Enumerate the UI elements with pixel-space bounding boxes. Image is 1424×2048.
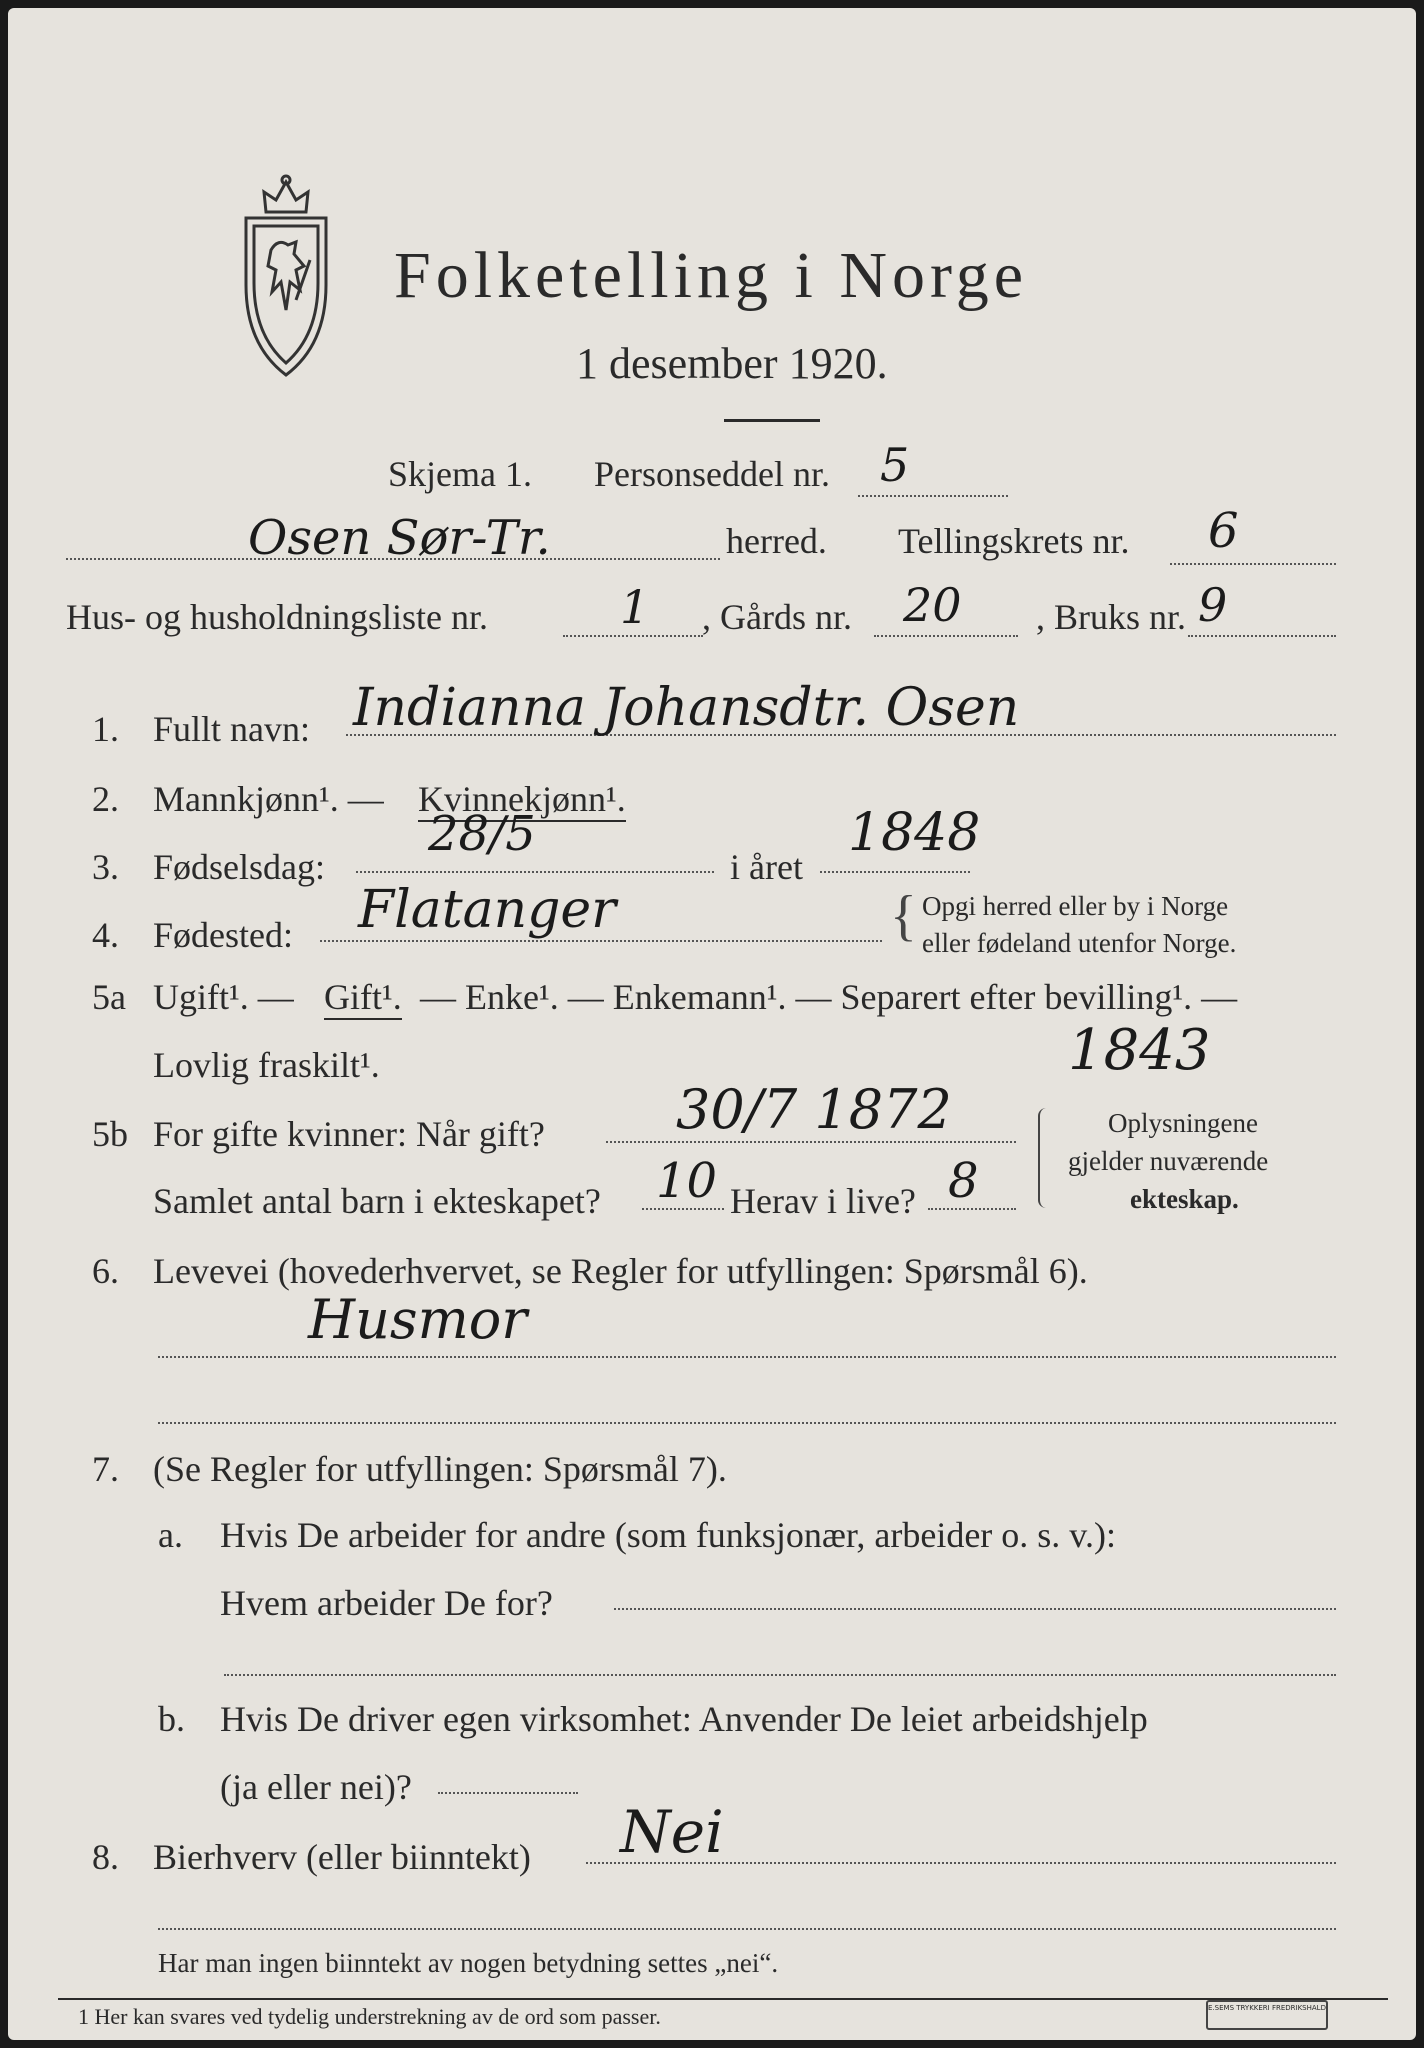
q7-label: (Se Regler for utfyllingen: Spørsmål 7).: [153, 1449, 727, 1489]
q4-note-2: eller fødeland utenfor Norge.: [922, 928, 1237, 958]
q8-number: 8.: [92, 1837, 119, 1877]
bruks-field[interactable]: [1188, 635, 1336, 637]
employer-field-2[interactable]: [224, 1674, 1336, 1676]
q4-brace: {: [890, 885, 917, 947]
birthyear-field[interactable]: [820, 871, 970, 873]
hus-field[interactable]: [563, 635, 703, 637]
q7a-question: Hvem arbeider De for?: [220, 1583, 553, 1623]
q1-label: Fullt navn:: [153, 709, 311, 749]
divider: [724, 419, 820, 422]
q7b-text: Hvis De driver egen virksomhet: Anvender De leiet arbeidshjelp: [220, 1699, 1148, 1739]
form-title: Folketelling i Norge: [394, 239, 1029, 312]
q5b-label-alive: Herav i live?: [730, 1181, 916, 1221]
occupation-value: Husmor: [308, 1288, 528, 1351]
herred-label: herred.: [726, 521, 827, 561]
children-alive-value: 8: [948, 1153, 979, 1209]
side-income-field-2[interactable]: [158, 1928, 1336, 1930]
q5a-other-options[interactable]: — Enke¹. — Enkemann¹. — Separert efter bevilling¹. —: [420, 977, 1238, 1017]
q7b-letter: b.: [158, 1699, 185, 1739]
q5a-number: 5a: [92, 977, 126, 1017]
q7a-letter: a.: [158, 1515, 183, 1555]
q7b-question: (ja eller nei)?: [220, 1767, 412, 1807]
birthday-value: 28/5: [428, 806, 536, 862]
tellingskrets-value: 6: [1208, 503, 1239, 559]
hus-value: 1: [620, 580, 650, 634]
occupation-field-2[interactable]: [158, 1422, 1336, 1424]
personseddel-label: Personseddel nr.: [594, 454, 830, 494]
birthday-field[interactable]: [356, 871, 714, 873]
form-date: 1 desember 1920.: [576, 339, 888, 388]
q5a-divorced[interactable]: Lovlig fraskilt¹.: [153, 1045, 380, 1085]
footer-divider: [58, 1998, 1388, 2000]
bruks-label: , Bruks nr.: [1036, 597, 1187, 637]
margin-note: 1843: [1068, 1018, 1211, 1083]
q7a-text: Hvis De arbeider for andre (som funksjonær, arbeider o. s. v.):: [220, 1515, 1116, 1555]
gards-field[interactable]: [874, 635, 1018, 637]
q3-year-label: i året: [730, 847, 803, 887]
printer-stamp: E.SEMS TRYKKERI FREDRIKSHALD: [1206, 2000, 1328, 2030]
q5b-note-2: gjelder nuværende: [1068, 1146, 1269, 1176]
q6-number: 6.: [92, 1251, 119, 1291]
q8-label: Bierhverv (eller biinntekt): [153, 1837, 531, 1877]
q2-male[interactable]: Mannkjønn¹. —: [153, 779, 384, 819]
q5b-label-married: For gifte kvinner: Når gift?: [153, 1114, 545, 1154]
q2-number: 2.: [92, 779, 119, 819]
birthplace-field[interactable]: [320, 940, 882, 942]
footer-note: Har man ingen biinntekt av nogen betydning settes „nei“.: [158, 1948, 779, 1978]
q4-note-1: Opgi herred eller by i Norge: [922, 891, 1229, 921]
footnote: 1 Her kan svares ved tydelig understrekning av de ord som passer.: [78, 2004, 661, 2029]
tellingskrets-field[interactable]: [1170, 563, 1336, 565]
q5a-unmarried[interactable]: Ugift¹. —: [153, 977, 294, 1017]
side-income-value: Nei: [620, 1798, 724, 1866]
q5b-bracket: [1038, 1108, 1050, 1208]
coat-of-arms-icon: [226, 170, 346, 385]
q1-number: 1.: [92, 709, 119, 749]
employer-field[interactable]: [614, 1608, 1336, 1610]
q2-female[interactable]: Kvinnekjønn¹.: [418, 778, 626, 822]
herred-value: Osen Sør-Tr.: [248, 510, 551, 566]
q5b-number: 5b: [92, 1114, 128, 1154]
q5b-note-3: ekteskap.: [1130, 1184, 1239, 1214]
q3-label: Fødselsdag:: [153, 847, 326, 887]
skjema-label: Skjema 1.: [388, 454, 532, 494]
q3-number: 3.: [92, 847, 119, 887]
hus-label: Hus- og husholdningsliste nr.: [66, 597, 489, 637]
q5a-married[interactable]: Gift¹.: [324, 976, 402, 1020]
bruks-value: 9: [1198, 578, 1228, 632]
birthplace-value: Flatanger: [358, 880, 617, 940]
q7-number: 7.: [92, 1449, 119, 1489]
q4-number: 4.: [92, 915, 119, 955]
marriage-date-value: 30/7 1872: [676, 1078, 952, 1141]
marriage-date-field[interactable]: [606, 1141, 1016, 1143]
census-form: [8, 8, 1416, 2040]
gards-label: , Gårds nr.: [702, 597, 852, 637]
q5b-note-1: Oplysningene: [1108, 1108, 1258, 1138]
q5b-label-children: Samlet antal barn i ekteskapet?: [153, 1181, 601, 1221]
gards-value: 20: [903, 578, 962, 632]
occupation-field[interactable]: [158, 1356, 1336, 1358]
personseddel-field[interactable]: [858, 495, 1008, 497]
tellingskrets-label: Tellingskrets nr.: [898, 521, 1130, 561]
birthyear-value: 1848: [848, 803, 981, 863]
q6-label: Levevei (hovederhvervet, se Regler for utfyllingen: Spørsmål 6).: [153, 1251, 1088, 1291]
personseddel-value: 5: [880, 438, 910, 492]
q4-label: Fødested:: [153, 915, 293, 955]
children-count-value: 10: [656, 1153, 718, 1209]
hired-help-field[interactable]: [438, 1792, 578, 1794]
name-value: Indianna Johansdtr. Osen: [353, 678, 1020, 738]
